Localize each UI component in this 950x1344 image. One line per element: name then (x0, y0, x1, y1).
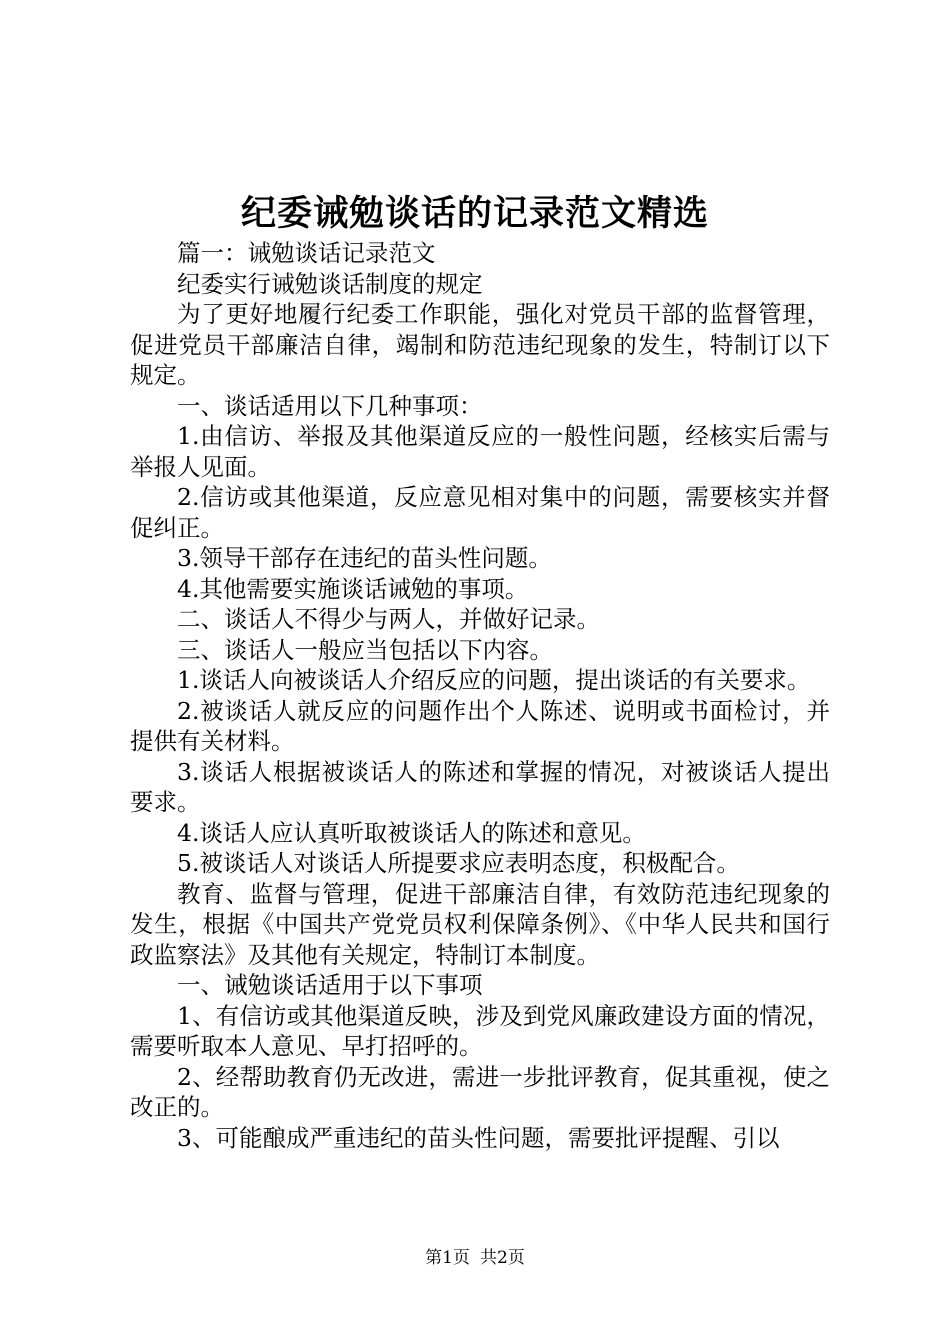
paragraph: 一、诫勉谈话适用于以下事项 (177, 971, 483, 999)
document-body (130, 238, 830, 1153)
page-total: 共2页 (480, 1248, 525, 1268)
paragraph: 为了更好地履行纪委工作职能，强化对党员干部的监督管理，促进党员干部廉洁自律，竭制和防范违纪现象的发生，特制订以下规定。 (130, 300, 830, 389)
paragraph: 纪委实行诫勉谈话制度的规定 (177, 269, 483, 298)
paragraph: 教育、监督与管理，促进干部廉洁自律，有效防范违纪现象的发生，根据《中国共产党党员权利保障条例》、《中华人民共和国行政监察法》及其他有关规定，特制订本制度。 (130, 879, 830, 969)
paragraph: 2.信访或其他渠道，反应意见相对集中的问题，需要核实并督促纠正。 (130, 483, 830, 542)
paragraph: 一、谈话适用以下几种事项： (177, 391, 483, 420)
paragraph: 1、有信访或其他渠道反映，涉及到党风廉政建设方面的情况，需要听取本人意见、早打招呼的。 (130, 1001, 830, 1060)
paragraph: 1.由信访、举报及其他渠道反应的一般性问题，经核实后需与举报人见面。 (130, 422, 830, 481)
page-number: 第1页 (425, 1248, 470, 1268)
document-title: 纪委诫勉谈话的记录范文精选 (240, 193, 709, 234)
paragraph: 4.其他需要实施谈话诫勉的事项。 (177, 574, 529, 603)
paragraph: 三、谈话人一般应当包括以下内容。 (177, 635, 553, 664)
paragraph: 3.谈话人根据被谈话人的陈述和掌握的情况，对被谈话人提出要求。 (130, 757, 830, 816)
paragraph: 5.被谈话人对谈话人所提要求应表明态度，积极配合。 (177, 849, 740, 877)
paragraph: 4.谈话人应认真听取被谈话人的陈述和意见。 (177, 818, 646, 847)
paragraph: 二、谈话人不得少与两人，并做好记录。 (177, 605, 600, 633)
paragraph: 2、经帮助教育仍无改进，需进一步批评教育，促其重视，使之改正的。 (130, 1062, 830, 1121)
paragraph: 篇一：诫勉谈话记录范文 (177, 239, 436, 267)
paragraph: 1.谈话人向被谈话人介绍反应的问题，提出谈话的有关要求。 (177, 666, 811, 694)
page-footer (0, 1243, 950, 1268)
paragraph: 2.被谈话人就反应的问题作出个人陈述、说明或书面检讨，并提供有关材料。 (130, 696, 830, 755)
paragraph: 3、可能酿成严重违纪的苗头性问题，需要批评提醒、引以 (177, 1123, 780, 1152)
paragraph: 3.领导干部存在违纪的苗头性问题。 (177, 544, 552, 572)
